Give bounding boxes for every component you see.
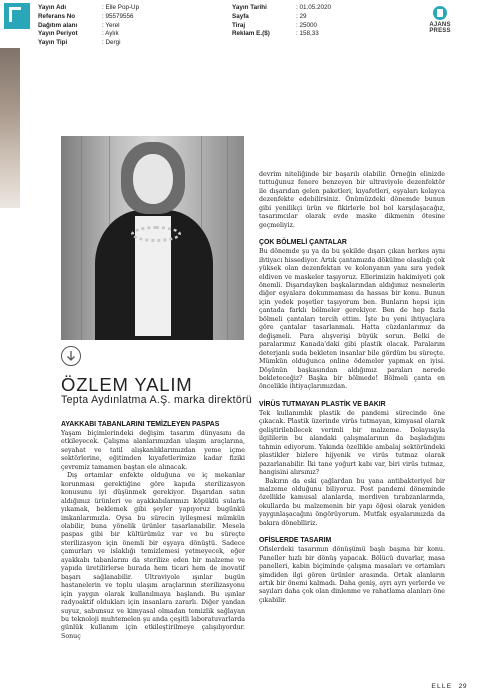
arrow-down-icon (61, 346, 81, 366)
meta-value: : 158,33 (296, 30, 319, 38)
paragraph: Dış ortamlar enfekte olduğuna ve iç mekanlar korunması gerektiğine göre kapıda sterilizasyon konusunu iyi düşünmek gerekiyor. Dışarıdan satın aldığımız ürünleri ve ayakkabılarımızı köpüklü sularla yıkamak, beklemek gibi şeyler yapıyoruz bugünkü imkanlarımızla. Oysa bu sürecin iyileşmesi mümkün olabilir, buna yönelik ürünler tasarlanabilir. Mesela paspas gibi bir kültürümüz var ve bu süreçte sterilizasyon için önemli bir eşyaya dönüştü. Sadece çamurları ve islaklığı temizlemesi yetmeyecek, eğer ayakkabı tabanlarını da sterilize eden bir malzeme ve yapıda üretilirlerse burada hem ticari hem de inovatif başarı sağlanabilir. Ultraviyole ışınlar bugün hastanelerin ve toplu ulaşım araçlarının sterilizasyonu için yaygın olarak kullanılmaya başlandı. Bu ışınlar radyoaktif oldukları için insanlara zararlı. Diğer yandan suyuz, sabunsuz ve kimyasal olmadan temizlik sağlayan bu teknoloji muhtemelen şu anda çeşitli laboratuvarlarda günlük kullanım için etkileştirilmeye çalışılıyordur. Sonuç (61, 472, 245, 640)
publication-logo (4, 3, 30, 29)
section-heading: AYAKKABI TABANLARINI TEMİZLEYEN PASPAS (61, 421, 220, 428)
clipping-header (0, 0, 481, 48)
meta-value: : 25000 (296, 21, 318, 29)
section-heading: VİRÜS TUTMAYAN PLASTİK VE BAKIR (259, 400, 386, 408)
meta-key: Reklam E.($) (232, 30, 270, 38)
meta-key: Yayın Periyot (38, 30, 78, 38)
meta-value: : Elle Pop-Up (102, 4, 140, 11)
magazine-page (0, 48, 481, 700)
paragraph: Tek kullanımlık plastik de pandemi sürecinde öne çıkacak. Plastik üzerinde virüs tutmayan, kimyasal olarak geliştirilebilecek verimli bir malzeme. Dolayısıyla ilgililerin bu alandaki çalışmalarının da başladığını tahmin ediyorum. Yakında özellikle ambalaj sektöründeki plastikler bizlere hijyenik ve virüs tutmaz olarak pazarlanabilir. İki tane yoğurt kabı var, biri virüs tutmaz, hangisini alırsınız? (259, 409, 445, 477)
meta-row (232, 13, 331, 22)
section-heading: OFİSLERDE TASARIM (259, 537, 332, 545)
paragraph: devrim niteliğinde bir başarılı olabilir. Örneğin elinizde tuttuğunuz fenere benzeyen bir ultraviyole dezenfektör ile dışarıdan gelen paketleri, kıyafetleri, eşyaları kolayca dezenfekte edebilirsiniz. Önümüzdeki dönemde bunun gibi yenilikçi ürün ve fikirlerle bol bol karşılaşacağız, tasarımcılar olarak evde maske dikmenin ötesine geçmeliyiz. (259, 171, 445, 229)
agency-mark-icon (433, 6, 447, 20)
section-heading: ÇOK BÖLMELİ ÇANTALAR (259, 239, 347, 247)
meta-value: : 95579556 (102, 12, 134, 20)
paragraph: Bakırın da eski çağlardan bu yana antibakteriyel bir malzeme olduğunu biliyoruz. Post pandemi döneminde özellikle kamusal alanlarda, merdiven tırabzanlarında, okullarda bu malzemenin bir yapı öğesi olarak yeniden yaygınlaşacağını öngörüyorum. Mutfak eşyalarımızda da bakıra döneblliriz. (259, 477, 445, 527)
article-column-left (61, 417, 245, 641)
meta-key: Referans No (38, 12, 76, 20)
person-role: Tepta Aydınlatma A.Ş. marka direktörü (61, 394, 253, 406)
meta-key: Dağıtım alanı (38, 21, 78, 29)
meta-value: : Yerel (102, 21, 120, 29)
meta-key: Yayın Adı (38, 4, 67, 11)
meta-row (38, 22, 222, 31)
portrait-photo (61, 136, 244, 340)
meta-value: : 01.05.2020 (296, 4, 332, 11)
meta-value: : Dergi (102, 39, 121, 47)
meta-row (38, 13, 222, 22)
meta-key: Yayın Tarihi (232, 4, 267, 11)
meta-value: : Aylık (102, 30, 119, 38)
page-number: 29 (458, 683, 467, 690)
meta-key: Tiraj (232, 21, 246, 29)
meta-key: Sayfa (232, 12, 249, 20)
paragraph: Bu dönemde şu ya da bu şekilde dışarı çıkan herkes aynı ihtiyacı hissediyor. Artık çantamızda dökülme olasılığı çok yüksek olan dezenfektan ve kolonyanın yanı sıra yedek eldiven ve maskeler taşıyoruz. Ellerimizin hakimiyeti çok önemli. Dışarıdayken başkalarından aldığımız nesnelerin diğer eşyalara dokunmaması da hassas bir konu. Bunun için yedek poşetler taşıyorum ben. Bunların hepsi için çantada farklı bölmeler gerekiyor. Ben de hep fazla bölmeli çantaları tercih ettim. İşte bu yeni ihtiyaçlara göre çantalar tasarlanmalı. Hatta cüzdanlarımız da değişmeli. Para alışverişi büyük sorun. Belki de paralarımız Kanada'daki gibi plastik olacak. Paralarım deterjanlı suda bekleten insanlar bile gördüm bu süreçte. Mümkün olduğunca online ödemeler yapmak en iyisi. Döşünün başkasından aldığımız paraları nerede bekleteceğiz? Başka bir bölmede! Bölmeli çanta en öncelikle ihtiyaçlarımızdan. (259, 248, 445, 391)
meta-row (232, 22, 331, 31)
meta-value: : 29 (296, 12, 307, 20)
meta-right (232, 4, 331, 39)
page-footer (431, 683, 467, 690)
paragraph: Yaşam biçimlerindeki değişim tasarım dünyasını da etkileyecek. Çalışma alanlarımızdan ulaşım araçlarına, seyahat ve tatil alışkanlıklarımızdan yeme içme sektörlerine, eğitimden kıyafetlerimize kadar fiziki çevremiz tamamen baştan ele alınacak. (61, 430, 245, 471)
meta-row (232, 4, 331, 13)
footer-brand: ELLE (431, 683, 453, 690)
meta-key: Yayın Tipi (38, 39, 68, 47)
meta-row (38, 39, 222, 48)
person-name: ÖZLEM YALIM (61, 374, 193, 395)
agency-logo (418, 6, 462, 34)
meta-row (232, 30, 331, 39)
agency-name: AJANS PRESS (429, 22, 451, 34)
meta-row (38, 4, 222, 13)
page-edge-photo (0, 48, 20, 208)
meta-left (38, 4, 222, 48)
meta-row (38, 30, 222, 39)
article-column-right (259, 171, 445, 605)
paragraph: Ofislerdeki tasarımın dönüşümü başlı başına bir konu. Paneller hızlı bir dönüş yapacak. Bölücü duvarlar, masa panelleri, kabin biçiminde çalışma masaları ve ortamları şimdiden ilgi gören ürünler arasında. Ortak alanların artık bir önemi kalmadı. Daha geniş, ayrı ayrı yerlerde ve sayıları daha çok olan dinlenme ve rahatlama alanları öne çıkabilir. (259, 546, 445, 604)
